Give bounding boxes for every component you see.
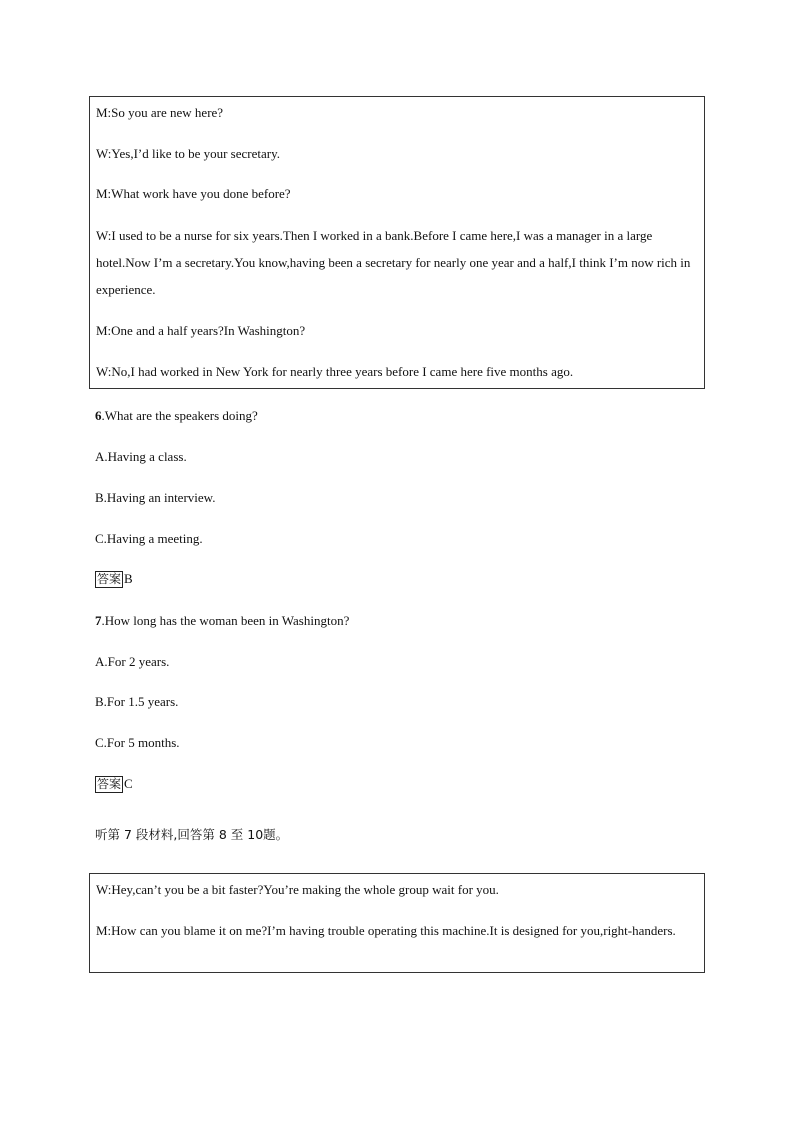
answer-tag: 答案 xyxy=(97,572,122,586)
option-c: C.For 5 months. xyxy=(95,735,180,750)
dialogue-line: M:One and a half years?In Washington? xyxy=(96,323,306,338)
option-c: C.Having a meeting. xyxy=(95,531,203,546)
answer-value: C xyxy=(124,776,133,791)
answer-value: B xyxy=(124,571,133,586)
dialogue-line: W:Yes,I’d like to be your secretary. xyxy=(96,146,280,161)
dialogue-line: W:No,I had worked in New York for nearly three years before I came here five months ago. xyxy=(96,364,574,379)
answer-row xyxy=(95,776,133,793)
dialogue-line: M:How can you blame it on me?I’m having trouble operating this machine.It is designed for you,right-handers. xyxy=(96,923,676,938)
answer-tag: 答案 xyxy=(97,777,122,791)
section-instruction: 听第 7 段材料,回答第 8 至 10题。 xyxy=(95,827,289,842)
option-a: A.For 2 years. xyxy=(95,654,170,669)
question-number: 7 xyxy=(95,613,102,628)
question-text: .What are the speakers doing? xyxy=(101,408,258,423)
dialogue-box-2 xyxy=(89,873,705,973)
dialogue-box-1 xyxy=(89,96,705,389)
answer-row xyxy=(95,571,133,588)
question-6 xyxy=(95,408,258,424)
option-a: A.Having a class. xyxy=(95,449,187,464)
question-text: .How long has the woman been in Washington? xyxy=(101,613,350,628)
question-number: 6 xyxy=(95,408,102,423)
option-b: B.Having an interview. xyxy=(95,490,216,505)
dialogue-line: M:What work have you done before? xyxy=(96,186,291,201)
question-7 xyxy=(95,613,349,629)
dialogue-line: W:I used to be a nurse for six years.Then I worked in a bank.Before I came here,I was a manager in a large hotel.Now I’m a secretary.You know,having been a secretary for nearly one year and a half,I think I’m now rich in experience. xyxy=(96,228,691,297)
dialogue-line: M:So you are new here? xyxy=(96,105,224,120)
option-b: B.For 1.5 years. xyxy=(95,694,179,709)
dialogue-line: W:Hey,can’t you be a bit faster?You’re making the whole group wait for you. xyxy=(96,882,499,897)
